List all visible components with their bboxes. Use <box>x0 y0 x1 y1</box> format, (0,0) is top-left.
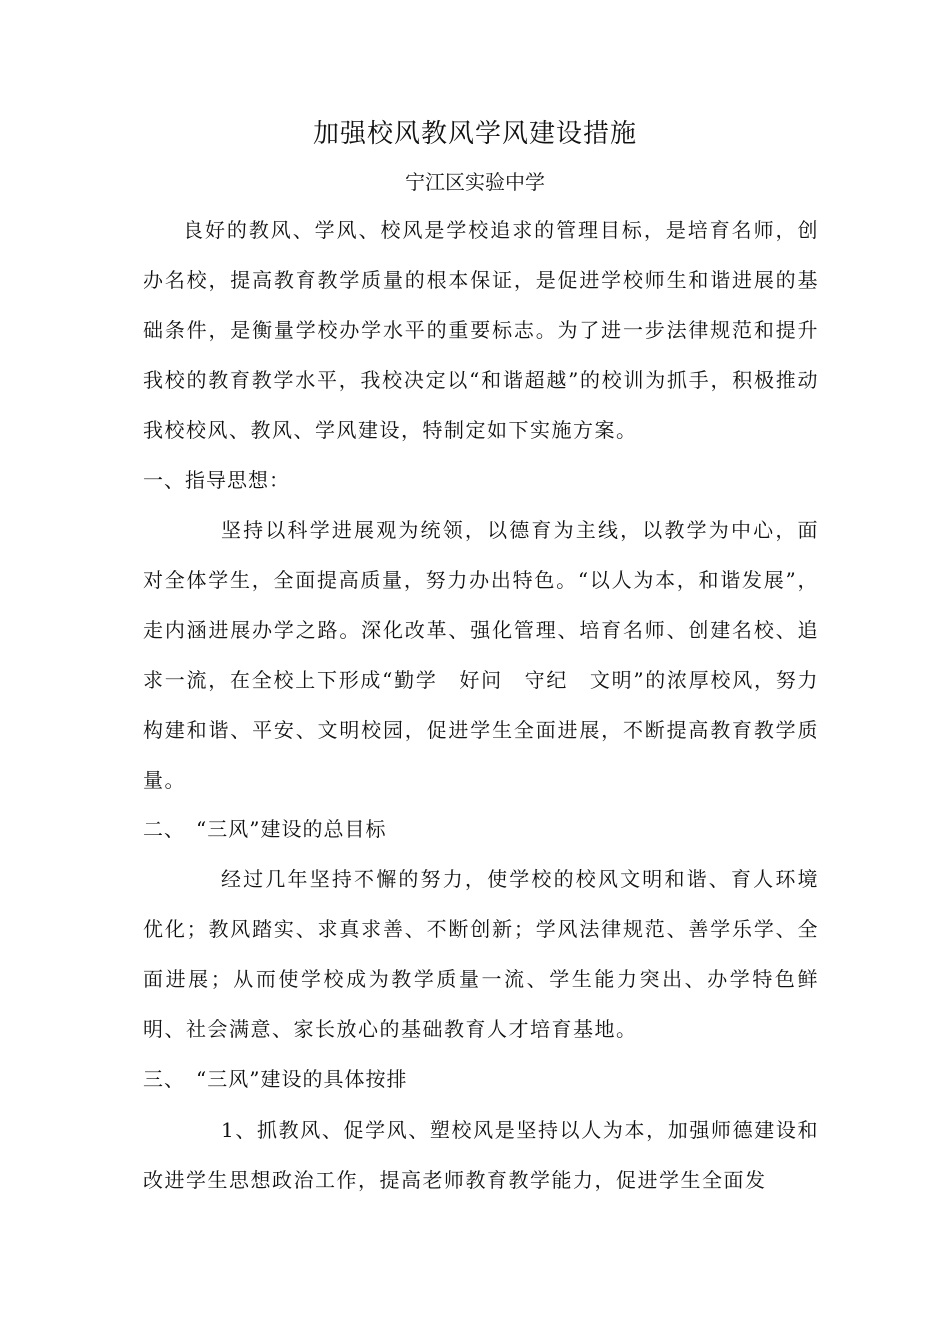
section-heading-overall-goal: 二、 “三风”建设的总目标 <box>143 817 387 841</box>
paragraph-specific-arrangements: 1、抓教风、促学风、塑校风是坚持以人为本，加强师德建设和改进学生思想政治工作，提高老师教育教学能力，促进学生全面发 <box>143 1118 819 1192</box>
paragraph-intro: 良好的教风、学风、校风是学校追求的管理目标，是培育名师，创办名校，提高教育教学质量的根本保证，是促进学校师生和谐进展的基础条件，是衡量学校办学水平的重要标志。为了进一步法律规范和提升我校的教育教学水平，我校决定以“和谐超越”的校训为抓手，积极推动我校校风、教风、学风建设，特制定如下实施方案。 <box>143 218 819 442</box>
paragraph-overall-goal: 经过几年坚持不懈的努力，使学校的校风文明和谐、育人环境优化；教风踏实、求真求善、不断创新；学风法律规范、善学乐学、全面进展；从而使学校成为教学质量一流、学生能力突出、办学特色鲜明、社会满意、家长放心的基础教育人才培育基地。 <box>143 867 819 1041</box>
section-heading-specific-arrangements: 三、 “三风”建设的具体按排 <box>143 1067 408 1091</box>
paragraph-guiding-ideology: 坚持以科学进展观为统领，以德育为主线，以教学为中心，面对全体学生，全面提高质量，努力办出特色。“以人为本，和谐发展”，走内涵进展办学之路。深化改革、强化管理、培育名师、创建名校、追求一流，在全校上下形成“勤学 好问 守纪 文明”的浓厚校风，努力构建和谐、平安、文明校园，促进学生全面进展，不断提高教育教学质量。 <box>143 518 819 792</box>
document-title: 加强校风教风学风建设措施 <box>312 119 637 149</box>
document-subtitle: 宁江区实验中学 <box>405 170 545 194</box>
section-heading-guiding-ideology: 一、指导思想： <box>143 468 290 492</box>
